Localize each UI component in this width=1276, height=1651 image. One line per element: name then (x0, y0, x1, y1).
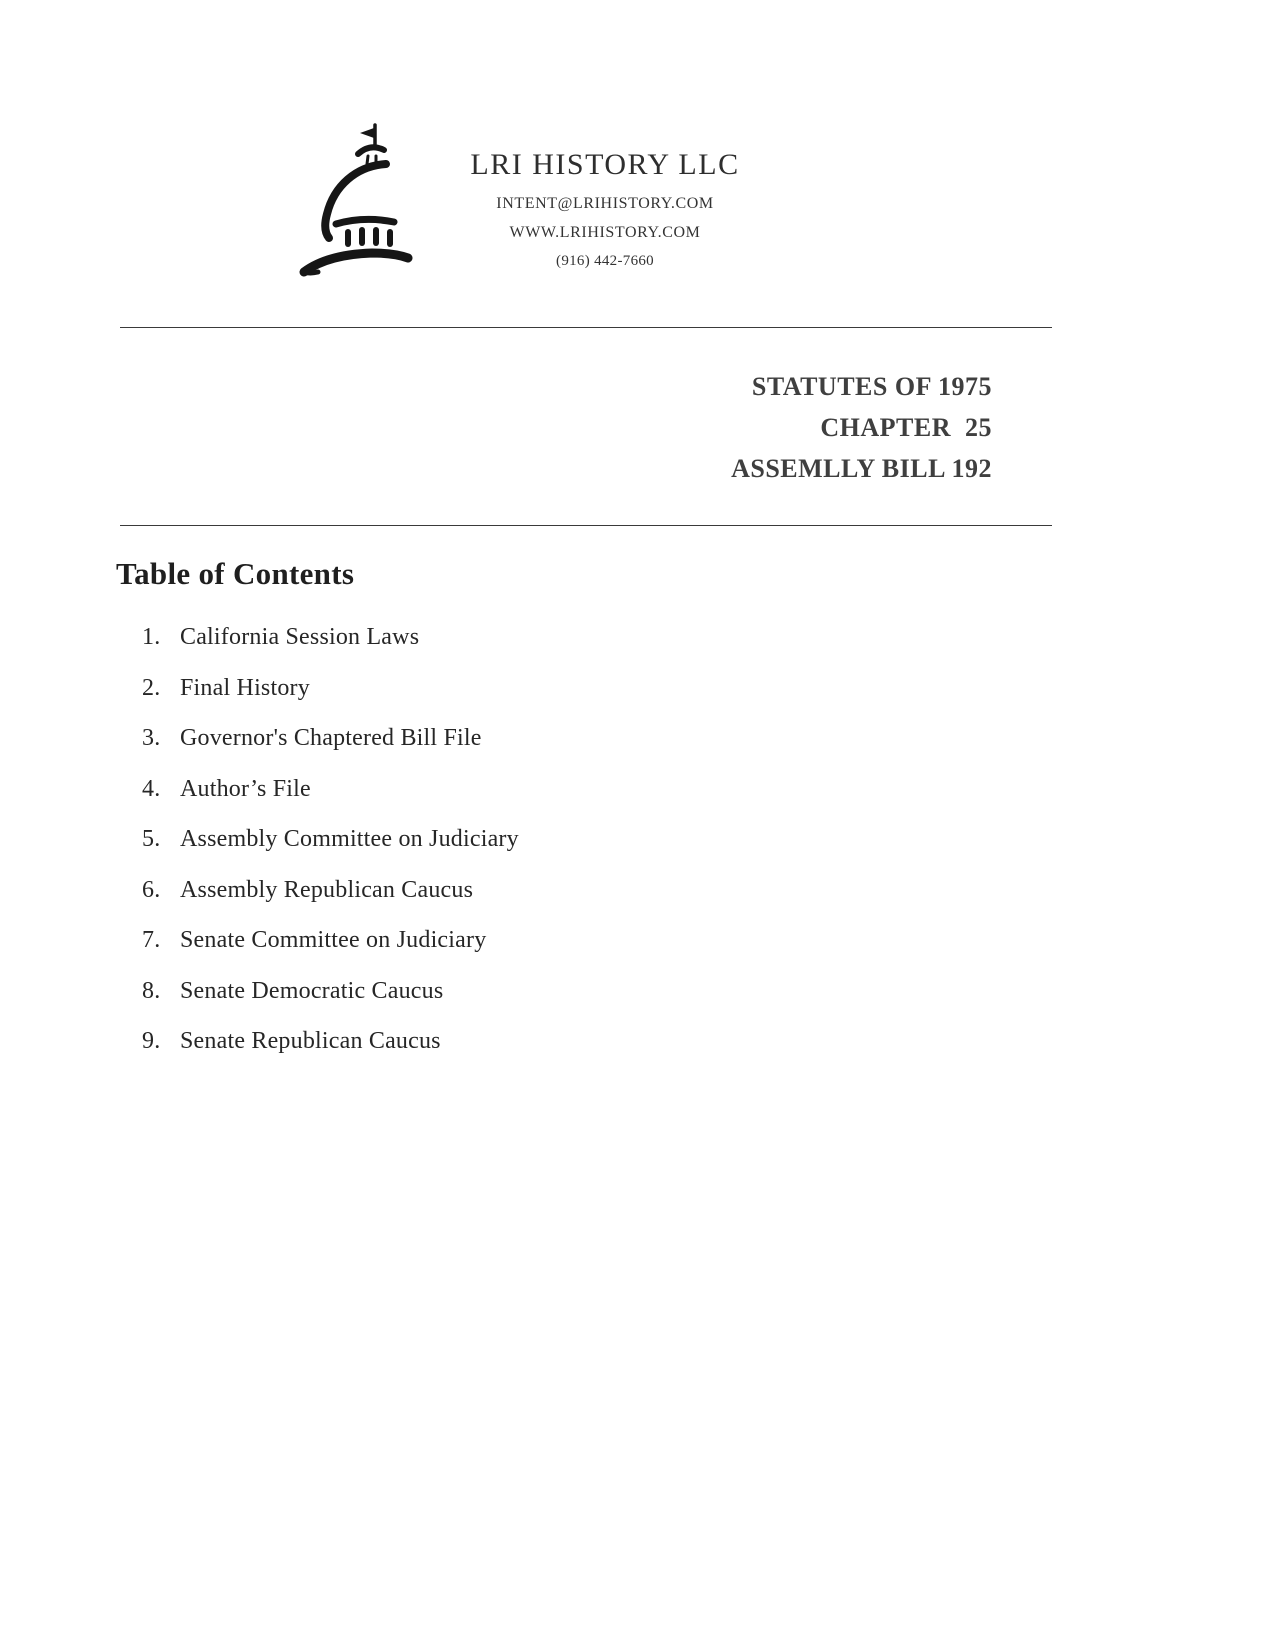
toc-item-number: 4. (142, 775, 161, 802)
header-contact-block (450, 148, 760, 270)
company-name: LRI HISTORY LLC (470, 148, 740, 181)
toc-item (142, 725, 519, 752)
toc-item-label: Assembly Republican Caucus (180, 876, 474, 903)
divider-bottom (120, 525, 1052, 526)
assembly-bill-line: ASSEMLLY BILL 192 (731, 454, 992, 483)
toc-item-label: Senate Democratic Caucus (180, 977, 444, 1004)
toc-item-label: Governor's Chaptered Bill File (180, 725, 482, 751)
toc-item (142, 826, 519, 853)
toc-item-number: 3. (142, 725, 161, 751)
company-phone: (916) 442-7660 (556, 253, 654, 269)
capitol-dome-sketch-icon (290, 120, 450, 290)
statutes-line: STATUTES OF 1975 (751, 372, 992, 401)
toc-item-number: 1. (142, 624, 161, 650)
toc-item-number: 6. (142, 876, 161, 903)
toc-item (142, 675, 519, 702)
toc-item (142, 877, 519, 904)
company-email: INTENT@LRIHISTORY.COM (496, 195, 714, 212)
divider-top (120, 327, 1052, 328)
toc-heading: Table of Contents (116, 556, 355, 591)
toc-item-label: California Session Laws (180, 624, 420, 650)
toc-item (142, 624, 519, 651)
toc-item-number: 7. (142, 927, 161, 953)
toc-item-number: 5. (142, 826, 161, 852)
toc-item-label: Senate Republican Caucus (180, 1028, 441, 1054)
toc-item (142, 776, 519, 803)
company-website: WWW.LRIHISTORY.COM (509, 224, 701, 241)
toc-item-number: 9. (142, 1028, 161, 1054)
toc-item-number: 8. (142, 977, 161, 1004)
toc-item (142, 1028, 519, 1055)
toc-item-number: 2. (142, 674, 161, 701)
toc-item-label: Senate Committee on Judiciary (180, 927, 487, 953)
toc-item (142, 978, 519, 1005)
toc-item (142, 927, 519, 954)
chapter-line: CHAPTER 25 (820, 413, 992, 442)
toc-item-label: Assembly Committee on Judiciary (180, 826, 519, 852)
toc-list (142, 624, 519, 1079)
statutes-title-block (500, 366, 992, 489)
toc-item-label: Author’s File (180, 775, 311, 802)
toc-item-label: Final History (180, 674, 310, 701)
